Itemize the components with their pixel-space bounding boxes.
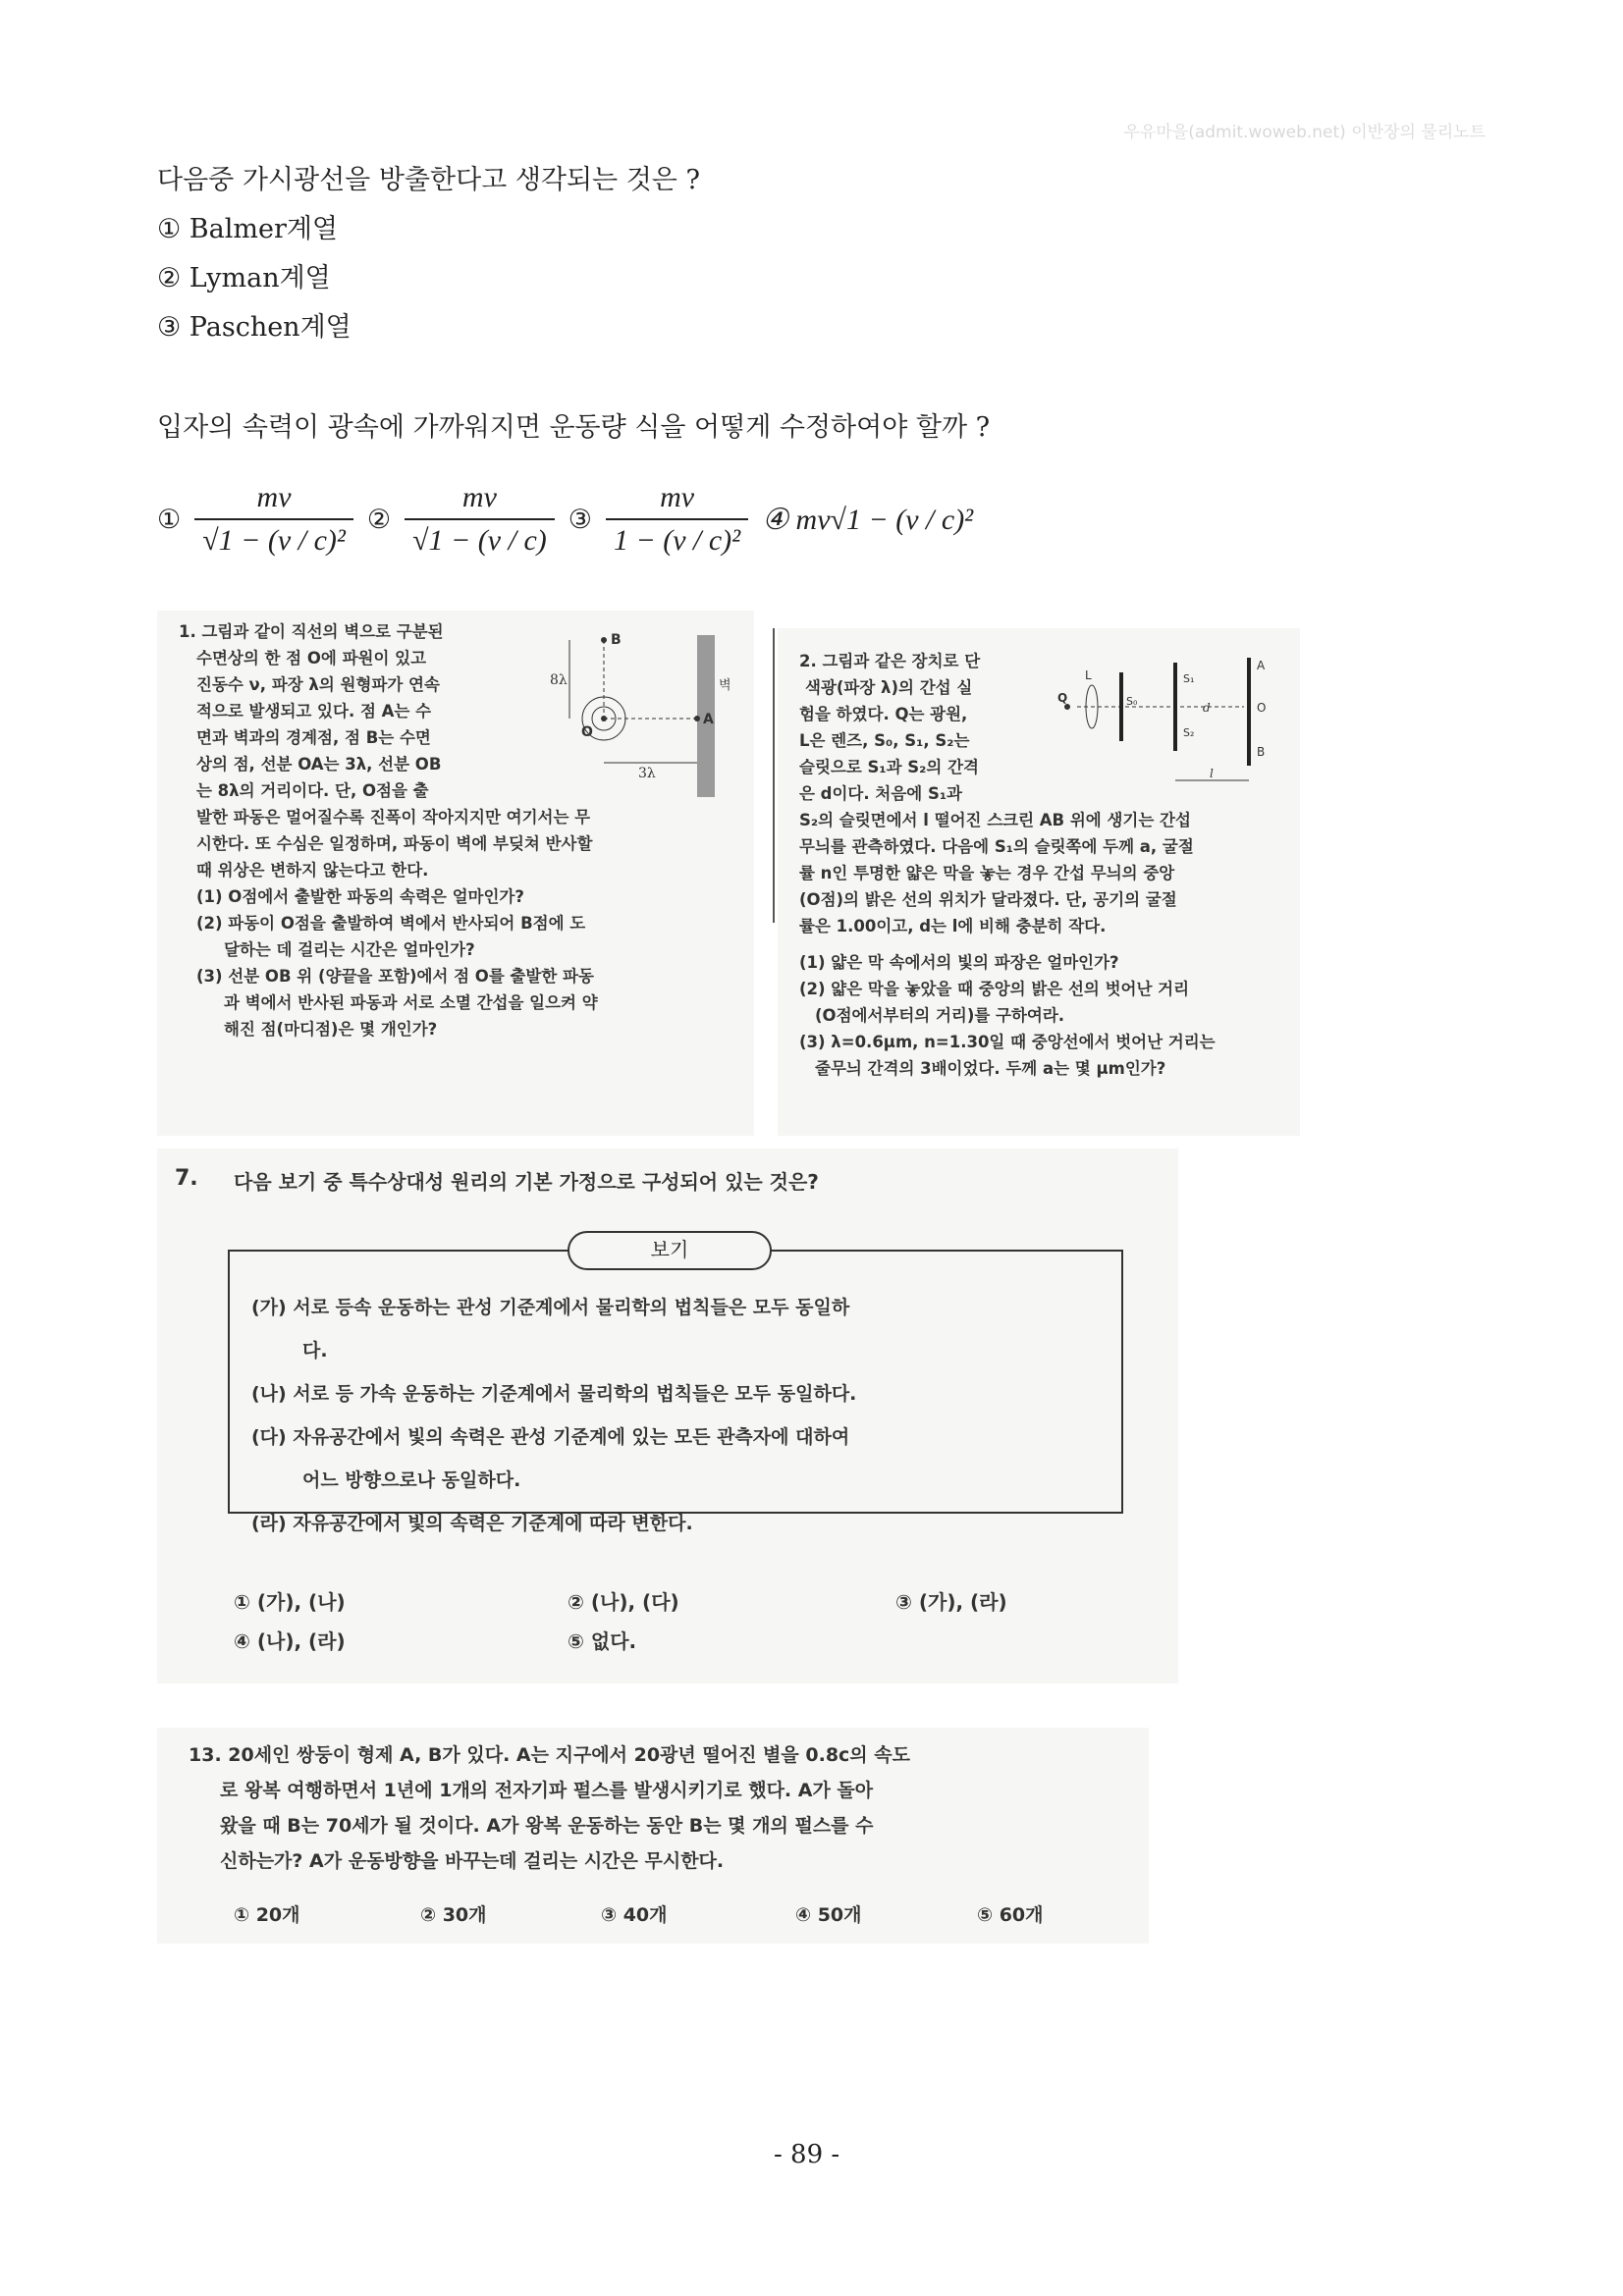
momentum-options xyxy=(157,481,973,558)
problem-2-line: 험을 하였다. Q는 광원, xyxy=(799,705,968,723)
label-3lambda: 3λ xyxy=(638,766,656,781)
watermark: 우유마을(admit.woweb.net) 이반장의 물리노트 xyxy=(1123,123,1486,142)
label-wall: 벽 xyxy=(719,678,731,693)
option-3-numerator: mv xyxy=(660,481,695,513)
choice-2: ② 30개 xyxy=(420,1904,487,1926)
bogi-item: 다. xyxy=(302,1340,328,1362)
bogi-items xyxy=(251,1286,1115,1545)
problem-1-line: 때 위상은 변하지 않는다고 한다. xyxy=(196,861,429,880)
problem-7-question: 다음 보기 중 특수상대성 원리의 기본 가정으로 구성되어 있는 것은? xyxy=(234,1170,819,1194)
page-number: - 89 - xyxy=(774,2140,840,2169)
problem-2-line: S₂의 슬릿면에서 l 떨어진 스크린 AB 위에 생기는 간섭 xyxy=(799,811,1191,829)
problem-1-line: 발한 파동은 멀어질수록 진폭이 작아지지만 여기서는 무 xyxy=(196,808,591,827)
label-screen-b: B xyxy=(1257,745,1266,759)
problem-2-line: (O점)의 밝은 선의 위치가 달라졌다. 단, 공기의 굴절 xyxy=(799,890,1177,909)
problem-7-number: 7. xyxy=(175,1166,198,1191)
problem-2-line: L은 렌즈, S₀, S₁, S₂는 xyxy=(799,731,970,750)
choice-4: ④ (나), (라) xyxy=(234,1629,346,1653)
problem-2-line: 무늬를 관측하였다. 다음에 S₁의 슬릿쪽에 두께 a, 굴절 xyxy=(799,837,1194,856)
problem-13-line: 로 왕복 여행하면서 1년에 1개의 전자기파 펄스를 발생시키기로 했다. A가 돌아 xyxy=(220,1780,874,1801)
label-s0: S₀ xyxy=(1126,695,1138,708)
problem-2-line: 은 d이다. 처음에 S₁과 xyxy=(799,784,962,803)
spectrum-option-3: ③ Paschen계열 xyxy=(157,312,352,343)
label-l: L xyxy=(1085,668,1092,682)
label-screen-a: A xyxy=(1257,659,1266,672)
label-o: O xyxy=(581,724,593,740)
problem-1-line: (2) 파동이 O점을 출발하여 벽에서 반사되어 B점에 도 xyxy=(196,914,586,933)
label-screen-o: O xyxy=(1257,701,1267,715)
problem-13-line: 13. 20세인 쌍둥이 형제 A, B가 있다. A는 지구에서 20광년 떨어진 별을 0.8c의 속도 xyxy=(189,1744,910,1766)
problem-1-line: 해진 점(마디점)은 몇 개인가? xyxy=(224,1020,438,1039)
choice-3: ③ (가), (라) xyxy=(895,1590,1007,1614)
option-4: ④ mv√1 − (v / c)² xyxy=(762,503,974,536)
wave-wall-diagram xyxy=(550,630,746,807)
label-l-distance: l xyxy=(1210,767,1214,780)
choice-1: ① 20개 xyxy=(234,1904,300,1926)
double-slit-diagram xyxy=(1057,658,1293,805)
problem-13-line: 신하는가? A가 운동방향을 바꾸는데 걸리는 시간은 무시한다. xyxy=(220,1850,725,1872)
spectrum-option-2: ② Lyman계열 xyxy=(157,263,331,294)
problem-7-scan xyxy=(157,1148,1178,1683)
bogi-item: (다) 자유공간에서 빛의 속력은 관성 기준계에 있는 모든 관측자에 대하여 xyxy=(251,1426,850,1448)
problem-1-line: 면과 벽과의 경계점, 점 B는 수면 xyxy=(196,728,431,747)
point-a xyxy=(694,716,700,721)
problem-2-line: (2) 얇은 막을 놓았을 때 중앙의 밝은 선의 벗어난 거리 xyxy=(799,980,1190,998)
option-1-numerator: mv xyxy=(256,481,292,513)
label-s1: S₁ xyxy=(1183,672,1195,685)
problem-1-line: 는 8λ의 거리이다. 단, O점을 출 xyxy=(196,781,429,800)
option-2-denominator: √1 − (v / c) xyxy=(405,518,555,558)
problem-2-line: 색광(파장 λ)의 간섭 실 xyxy=(805,678,973,697)
problem-2-line: 2. 그림과 같은 장치로 단 xyxy=(799,652,981,670)
bogi-item: (가) 서로 등속 운동하는 관성 기준계에서 물리학의 법칙들은 모두 동일하 xyxy=(251,1297,850,1318)
problem-1-line: 과 벽에서 반사된 파동과 서로 소멸 간섭을 일으켜 약 xyxy=(224,993,598,1012)
label-q: Q xyxy=(1057,691,1068,705)
label-d: d xyxy=(1203,701,1211,715)
problem-1-line: 상의 점, 선분 OA는 3λ, 선분 OB xyxy=(196,755,442,774)
problem-1-line: 수면상의 한 점 O에 파원이 있고 xyxy=(196,649,427,667)
choice-2: ② (나), (다) xyxy=(568,1590,679,1614)
problem-1-line: 시한다. 또 수심은 일정하며, 파동이 벽에 부딪쳐 반사할 xyxy=(196,834,593,853)
option-2-fraction xyxy=(405,481,555,558)
problem-1-line: (1) O점에서 출발한 파동의 속력은 얼마인가? xyxy=(196,887,524,906)
bogi-item: 어느 방향으로나 동일하다. xyxy=(302,1469,521,1491)
option-2-mark: ② xyxy=(366,504,392,535)
option-2-numerator: mv xyxy=(461,481,497,513)
problem-1-line: 1. 그림과 같이 직선의 벽으로 구분된 xyxy=(179,622,444,641)
bogi-item: (나) 서로 등 가속 운동하는 기준계에서 물리학의 법칙들은 모두 동일하다. xyxy=(251,1383,857,1405)
problem-2-line: 줄무늬 간격의 3배이었다. 두께 a는 몇 μm인가? xyxy=(815,1059,1166,1078)
choice-4: ④ 50개 xyxy=(795,1904,862,1926)
source-point xyxy=(601,716,607,721)
problem-1-line: 달하는 데 걸리는 시간은 얼마인가? xyxy=(224,940,475,959)
problem-1-scan xyxy=(157,611,754,1136)
spectrum-question: 다음중 가시광선을 방출한다고 생각되는 것은 ? xyxy=(157,165,700,195)
problem-2-line: (3) λ=0.6μm, n=1.30일 때 중앙선에서 벗어난 거리는 xyxy=(799,1033,1216,1051)
problem-1-line: 진동수 ν, 파장 λ의 원형파가 연속 xyxy=(196,675,440,694)
option-1-mark: ① xyxy=(157,504,182,535)
problem-2-line: 률 n인 투명한 얇은 막을 놓는 경우 간섭 무늬의 중앙 xyxy=(799,864,1175,882)
label-8lambda: 8λ xyxy=(550,672,568,688)
problem-1-line: 적으로 발생되고 있다. 점 A는 수 xyxy=(196,702,432,721)
option-3-denominator: 1 − (v / c)² xyxy=(606,518,748,558)
option-1-denominator: √1 − (v / c)² xyxy=(194,518,353,558)
label-s2: S₂ xyxy=(1183,726,1195,739)
spectrum-option-1: ① Balmer계열 xyxy=(157,214,339,244)
choice-5: ⑤ 없다. xyxy=(568,1629,637,1653)
problem-2-line: (O점에서부터의 거리)를 구하여라. xyxy=(815,1006,1065,1025)
option-1-fraction xyxy=(194,481,353,558)
problem-13-scan xyxy=(157,1728,1149,1944)
option-3-fraction xyxy=(606,481,748,558)
point-b xyxy=(601,637,607,643)
label-a: A xyxy=(703,712,714,727)
problem-1-line: (3) 선분 OB 위 (양끝을 포함)에서 점 O를 출발한 파동 xyxy=(196,967,594,986)
problem-2-line: 률은 1.00이고, d는 l에 비해 충분히 작다. xyxy=(799,917,1107,935)
problem-13-line: 왔을 때 B는 70세가 될 것이다. A가 왕복 운동하는 동안 B는 몇 개의 펄스를 수 xyxy=(220,1815,874,1837)
choice-5: ⑤ 60개 xyxy=(977,1904,1044,1926)
bogi-label: 보기 xyxy=(568,1231,772,1270)
momentum-question: 입자의 속력이 광속에 가까워지면 운동량 식을 어떻게 수정하여야 할까 ? xyxy=(157,412,991,443)
choice-1: ① (가), (나) xyxy=(234,1590,346,1614)
label-b: B xyxy=(611,632,622,648)
choice-3: ③ 40개 xyxy=(601,1904,668,1926)
problem-2-line: 슬릿으로 S₁과 S₂의 간격 xyxy=(799,758,979,776)
problem-13-text xyxy=(189,1737,1141,1879)
option-3-mark: ③ xyxy=(568,504,592,535)
problem-2-line: (1) 얇은 막 속에서의 빛의 파장은 얼마인가? xyxy=(799,953,1119,972)
bogi-item: (라) 자유공간에서 빛의 속력은 기준계에 따라 변한다. xyxy=(251,1513,693,1534)
scan-divider xyxy=(773,628,775,923)
problem-2-scan xyxy=(778,628,1300,1136)
